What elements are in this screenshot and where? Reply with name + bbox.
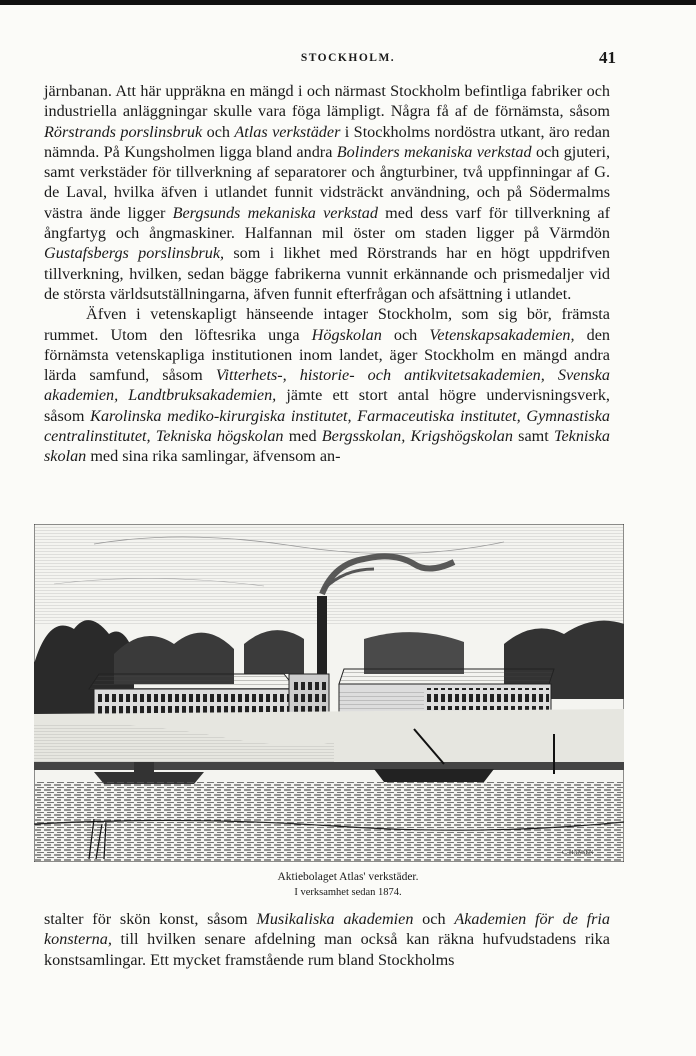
italic-name: Akademien för de fria konsterna, <box>44 910 611 949</box>
italic-name: Tekniska skolan <box>44 427 610 466</box>
italic-name: Bergsunds mekaniska verkstad <box>172 203 378 222</box>
text-run: och <box>202 122 235 141</box>
artist-signature: C. HANSEN <box>562 850 594 856</box>
text-run: och gjuteri, samt verkstäder för tillverkning af separatorer och ångturbiner, två uppfinningar af G. de Laval, hvilka äfven i utlandet funnit vidsträckt användning, och på Södermalms västra ände ligger <box>44 142 610 222</box>
paragraph-industry <box>44 81 610 304</box>
italic-name: Bergsskolan, Krigshögskolan <box>321 427 513 446</box>
italic-name: Bolinders mekaniska verkstad <box>336 142 532 161</box>
running-head: STOCKHOLM. <box>300 52 396 64</box>
text-run: och <box>413 910 455 928</box>
text-run: samt <box>512 427 554 446</box>
text-run: med sina rika samlingar, äfvensom an- <box>86 447 341 466</box>
text-run: till hvilken senare afdelning man också kan räkna hufvudstadens rika konstsamlingar. Ett mycket framstående rum bland Stockholms <box>44 930 610 969</box>
italic-name: Rörstrands porslinsbruk <box>44 122 203 141</box>
text-run: i Stockholms nordöstra utkant, äro redan nämnda. På Kungsholmen ligga bland andra <box>44 122 610 161</box>
text-run: den förnämsta vetenskapliga institutionen inom landet, äger Stockholm en mängd andra lärda samfund, såsom <box>44 325 611 385</box>
body-text-top <box>44 81 610 467</box>
text-run: och <box>381 325 430 344</box>
engraving-picture <box>34 524 624 862</box>
paragraph-science <box>44 304 610 466</box>
italic-name: Musikaliska akademien <box>256 910 414 928</box>
italic-name: Vetenskapsakademien, <box>429 325 575 344</box>
italic-name: Atlas verkstäder <box>234 122 341 141</box>
text-run: med dess varf för tillverkning af ångfartyg och ångmaskiner. Halfannan mil öster om staden ligger på Värmdön <box>44 203 611 243</box>
engraving-atlas-works <box>34 524 624 862</box>
italic-name: Karolinska mediko-kirurgiska institutet, Farmaceutiska institutet, Gymnastiska centralinstitutet, Tekniska högskolan <box>44 406 611 446</box>
text-run: som i likhet med Rörstrands har en högt uppdrifven tillverkning, hvilken, sedan bägge fabrikerna vunnit erkännande och prismedaljer vid de största världsutställningarna, äfven funnit efterfrågan och afsättning i utlandet. <box>44 244 610 303</box>
text-run: järnbanan. Att här uppräkna en mängd i och närmast Stockholm befintliga fabriker och industriella anläggningar skulle vara föga lämpligt. Några få af de förnämsta, såsom <box>44 82 610 121</box>
italic-name: Gustafsbergs porslinsbruk, <box>44 244 225 263</box>
body-text-bottom <box>44 909 610 970</box>
text-run: stalter för skön konst, såsom <box>44 910 257 928</box>
top-border-rule <box>0 0 696 5</box>
text-run: Äfven i vetenskapligt hänseende intager Stockholm, som sig bör, främsta rummet. Utom den löftesrika unga <box>44 305 610 344</box>
page-number: 41 <box>599 48 616 67</box>
paragraph-art <box>44 909 610 970</box>
text-run: med <box>283 427 322 446</box>
italic-name: Högskolan <box>311 325 382 344</box>
illustration-caption: Aktiebolaget Atlas' verkstäder. <box>277 871 419 883</box>
italic-name: Vitterhets-, historie- och antikvitetsakademien, Svenska akademien, Landtbruksakademien, <box>44 366 610 405</box>
illustration-caption-subtitle: I verksamhet sedan 1874. <box>294 887 402 898</box>
text-run: jämte ett stort antal högre undervisningsverk, såsom <box>44 386 610 425</box>
